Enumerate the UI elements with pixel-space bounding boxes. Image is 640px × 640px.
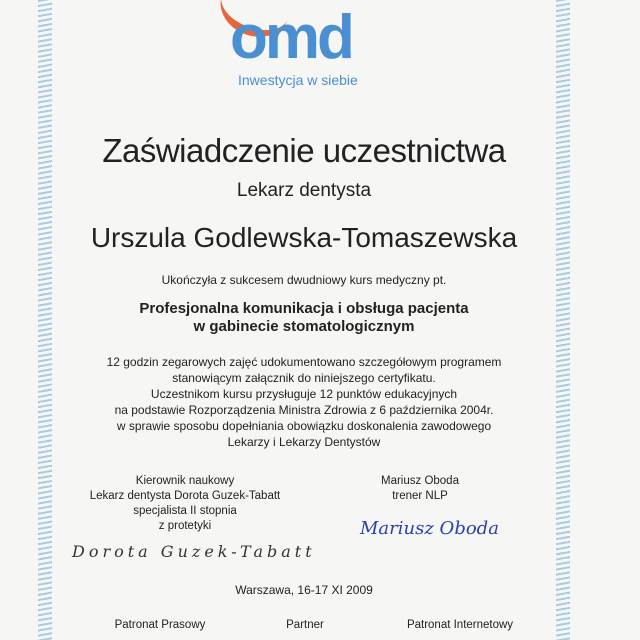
signer-line: Kierownik naukowy xyxy=(135,475,235,487)
body-line: Uczestnikom kursu przysługuje 12 punktów edukacyjnych xyxy=(150,387,458,401)
omd-logo xyxy=(230,3,390,92)
completed-line: Ukończyła z sukcesem dwudniowy kurs medyczny pt. xyxy=(161,273,447,287)
signer-line: Mariusz Oboda xyxy=(381,475,459,487)
left-signature: Dorota Guzek-Tabatt xyxy=(72,542,316,561)
left-signer-block xyxy=(55,474,315,534)
logo-brand: omd xyxy=(230,3,352,72)
decorative-border-right xyxy=(556,0,570,640)
body-line: w sprawie sposobu dopełniania obowiązku doskonalenia zawodowego xyxy=(116,419,492,433)
body-line: 12 godzin zegarowych zajęć udokumentowano szczegółowym programem xyxy=(106,355,502,369)
signer-line: trener NLP xyxy=(392,490,448,502)
recipient-name: Urszula Godlewska-Tomaszewska xyxy=(90,222,518,253)
footer-internet-patronage: Patronat Internetowy xyxy=(406,619,514,631)
course-line: Profesjonalna komunikacja i obsługa pacjenta xyxy=(139,300,469,317)
place-date: Warszawa, 16-17 XI 2009 xyxy=(235,583,373,597)
right-signer-block xyxy=(350,474,490,504)
course-line: w gabinecie stomatologicznym xyxy=(193,318,415,335)
footer-partner: Partner xyxy=(286,619,324,631)
body-line: stanowiącym załącznik do niniejszego certyfikatu. xyxy=(172,371,436,385)
body-line: Lekarzy i Lekarzy Dentystów xyxy=(227,435,381,449)
signer-line: Lekarz dentysta Dorota Guzek-Tabatt xyxy=(89,490,281,502)
course-title xyxy=(52,300,556,336)
signer-line: z protetyki xyxy=(158,520,212,532)
profession: Lekarz dentysta xyxy=(236,180,372,201)
logo-tagline: Inwestycja w siebie xyxy=(238,72,358,88)
right-signature: Mariusz Oboda xyxy=(360,518,499,539)
certificate-body xyxy=(52,354,556,450)
certificate-title: Zaświadczenie uczestnictwa xyxy=(102,132,506,169)
decorative-border-left xyxy=(38,0,52,640)
signer-line: specjalista II stopnia xyxy=(133,505,237,517)
body-line: na podstawie Rozporządzenia Ministra Zdrowia z 6 października 2004r. xyxy=(114,403,494,417)
footer-press-patronage: Patronat Prasowy xyxy=(114,619,206,631)
